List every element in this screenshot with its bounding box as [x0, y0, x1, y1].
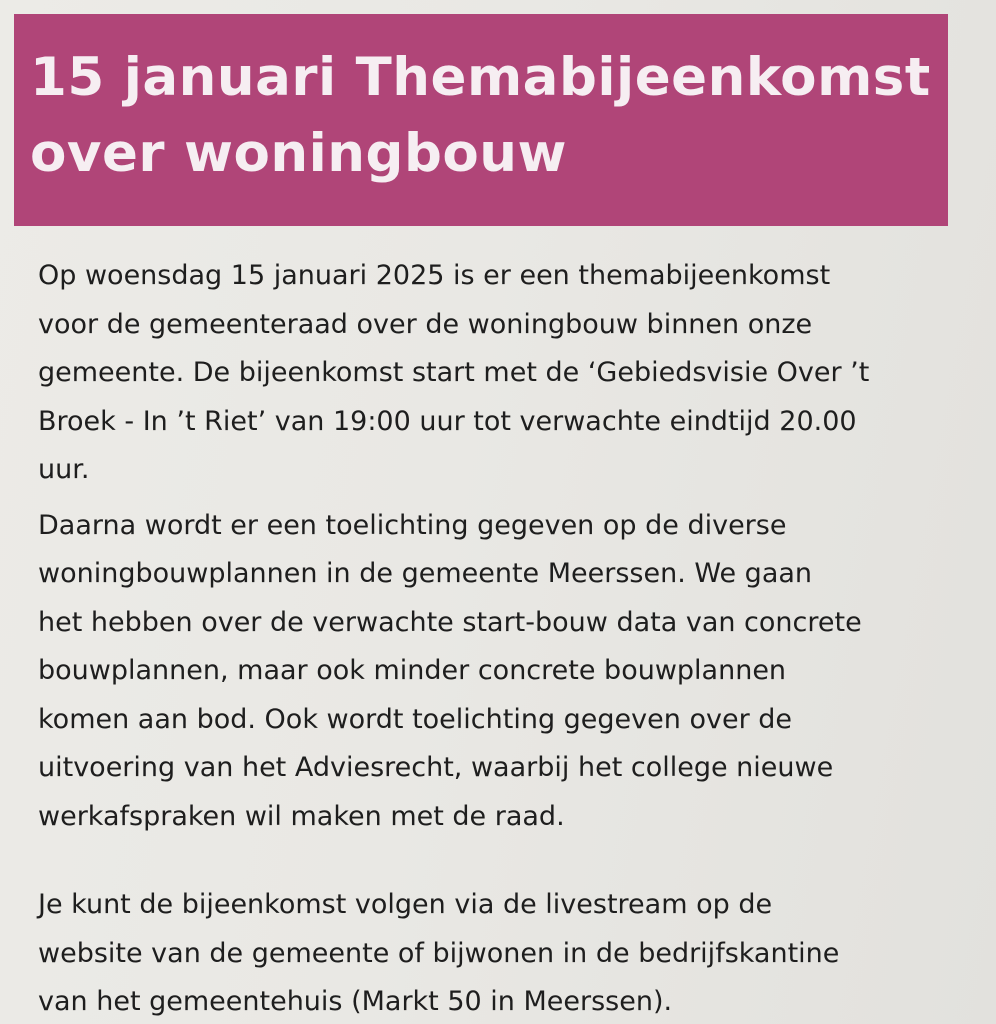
text-line: website van de gemeente of bijwonen in de bedrijfskantine: [38, 937, 840, 969]
paragraph-1: [38, 252, 938, 495]
text-line: Je kunt de bijeenkomst volgen via de livestream op de: [38, 889, 773, 920]
text-line: uur.: [38, 454, 90, 485]
text-line: het hebben over de verwachte start-bouw data van concrete: [38, 606, 862, 638]
text-line: komen aan bod. Ook wordt toelichting gegeven over de: [38, 703, 792, 735]
text-line: Op woensdag 15 januari 2025 is er een themabijeenkomst: [38, 260, 831, 291]
title-line-2: over woningbouw: [30, 123, 567, 184]
text-line: woningbouwplannen in de gemeente Meerssen. We gaan: [38, 558, 813, 589]
text-line: bouwplannen, maar ook minder concrete bouwplannen: [38, 655, 787, 686]
text-line: voor de gemeenteraad over de woningbouw binnen onze: [38, 308, 813, 340]
paragraph-2: [38, 502, 938, 842]
text-line: Daarna wordt er een toelichting gegeven op de diverse: [38, 509, 787, 541]
text-line: uitvoering van het Adviesrecht, waarbij het college nieuwe: [38, 752, 834, 783]
text-line: Broek - In ’t Riet’ van 19:00 uur tot verwachte eindtijd 20.00: [38, 405, 857, 437]
text-line: van het gemeentehuis (Markt 50 in Meerssen).: [38, 986, 673, 1017]
headline-banner: [14, 14, 948, 226]
article-body: [38, 252, 938, 1024]
paragraph-3: [38, 881, 938, 1024]
text-line: gemeente. De bijeenkomst start met de ‘Gebiedsvisie Over ’t: [38, 357, 870, 388]
text-line: werkafspraken wil maken met de raad.: [38, 800, 565, 832]
article-title: [30, 40, 932, 192]
title-line-1: 15 januari Themabijeenkomst: [30, 47, 931, 108]
